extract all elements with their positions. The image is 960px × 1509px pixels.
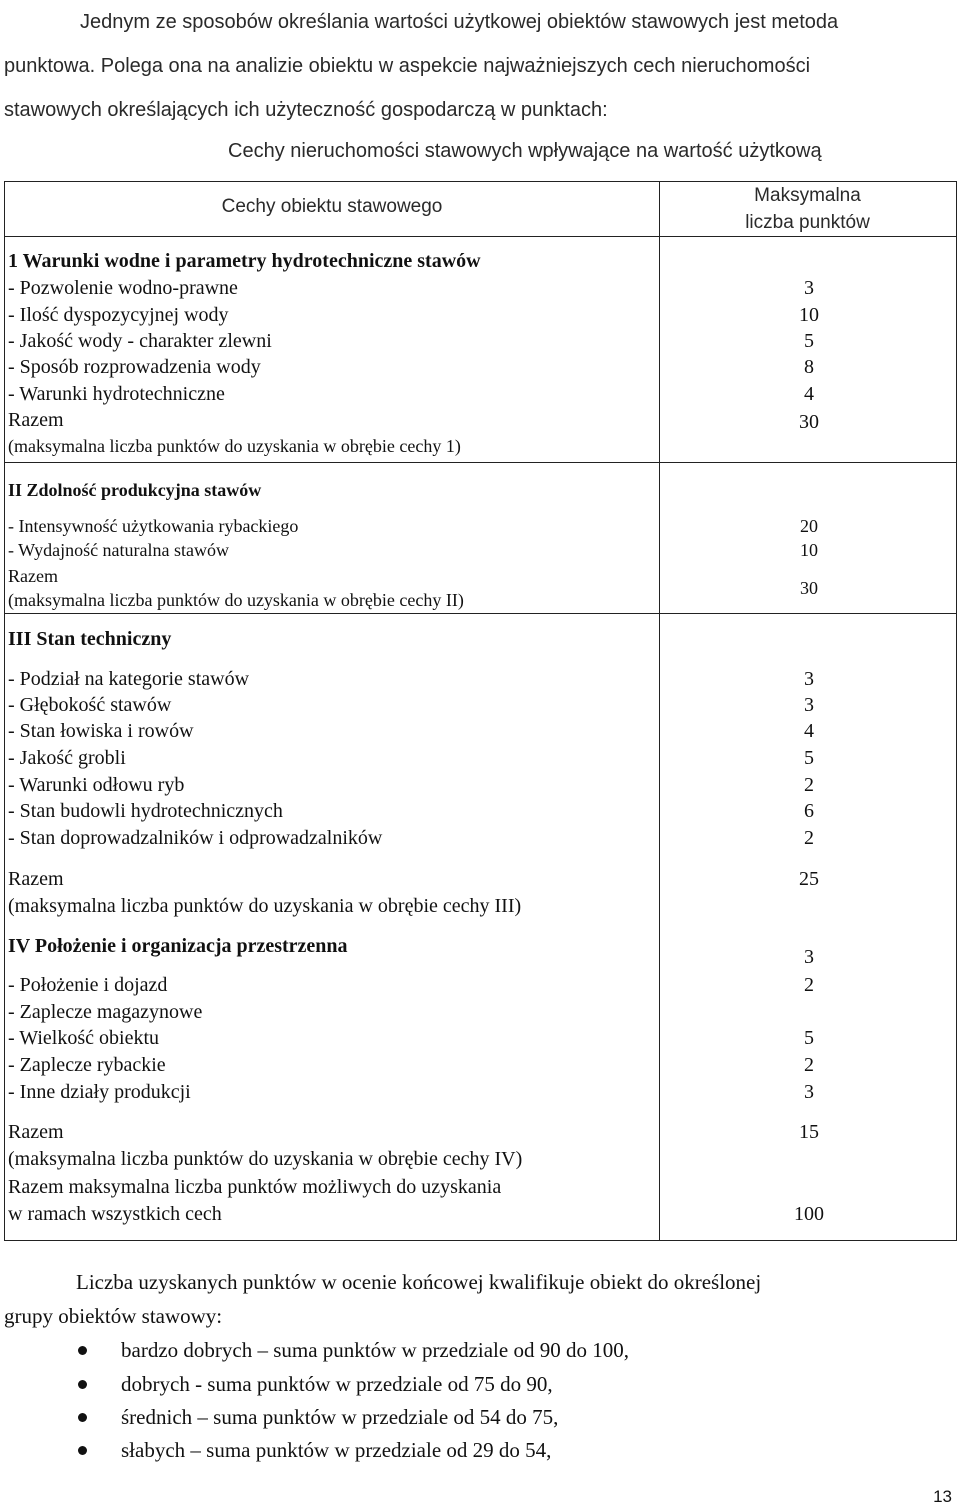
points-table xyxy=(4,181,957,1241)
section-3-item: - Stan budowli hydrotechnicznych xyxy=(8,800,283,822)
header-max-points-line-1: Maksymalna xyxy=(754,185,861,206)
section-2-item: - Intensywność użytkowania rybackiego xyxy=(8,516,299,536)
section-3-item: - Głębokość stawów xyxy=(8,694,172,716)
section-4-item-points: 5 xyxy=(804,1027,814,1049)
section-4-total-points: 15 xyxy=(799,1121,819,1143)
section-4-total-label: Razem xyxy=(8,1121,64,1143)
header-max-points xyxy=(659,182,956,236)
table-caption: Cechy nieruchomości stawowych wpływające na wartość użytkową xyxy=(228,140,822,162)
section-3-total-points: 25 xyxy=(799,868,819,890)
section-1-total-points: 30 xyxy=(799,411,819,433)
grand-total-points: 100 xyxy=(794,1203,824,1225)
page-number: 13 xyxy=(933,1487,952,1506)
column-divider xyxy=(659,182,660,1240)
intro-line-2: punktowa. Polega ona na analizie obiektu w aspekcie najważniejszych cech nieruchomości xyxy=(4,55,811,77)
section-4-total-note: (maksymalna liczba punktów do uzyskania w obrębie cechy IV) xyxy=(8,1148,523,1170)
section-2-divider xyxy=(5,613,956,614)
section-4-item: - Zaplecze magazynowe xyxy=(8,1001,203,1023)
section-3-total-label: Razem xyxy=(8,868,64,890)
section-3-item: - Jakość grobli xyxy=(8,747,126,769)
bullet-icon xyxy=(78,1413,87,1422)
group-text: słabych – suma punktów w przedziale od 29 do 54, xyxy=(121,1438,552,1462)
section-4-item-points: 3 xyxy=(804,1081,814,1103)
group-text: dobrych - suma punktów w przedziale od 75 do 90, xyxy=(121,1372,553,1396)
section-1-title: 1 Warunki wodne i parametry hydrotechniczne stawów xyxy=(8,250,481,272)
section-3-item: - Podział na kategorie stawów xyxy=(8,668,250,690)
section-4-item: - Inne działy produkcji xyxy=(8,1081,191,1103)
section-3-item-points: 4 xyxy=(804,720,814,742)
section-1-item-points: 4 xyxy=(804,383,814,405)
section-1-item: - Jakość wody - charakter zlewni xyxy=(8,330,272,352)
section-1-item-points: 10 xyxy=(799,304,819,326)
section-3-total-note: (maksymalna liczba punktów do uzyskania w obrębie cechy III) xyxy=(8,895,522,917)
section-1-item: - Warunki hydrotechniczne xyxy=(8,383,225,405)
section-3-item-points: 6 xyxy=(804,800,814,822)
section-1-item-points: 8 xyxy=(804,356,814,378)
bullet-icon xyxy=(78,1380,87,1389)
section-2-item-points: 10 xyxy=(800,540,818,560)
section-4-item: - Położenie i dojazd xyxy=(8,974,168,996)
section-3-item-points: 2 xyxy=(804,827,814,849)
section-1-item: - Ilość dyspozycyjnej wody xyxy=(8,304,229,326)
section-2-item-points: 20 xyxy=(800,516,818,536)
section-2-item: - Wydajność naturalna stawów xyxy=(8,540,230,560)
header-features: Cechy obiektu stawowego xyxy=(221,196,443,217)
intro-line-3: stawowych określających ich użyteczność gospodarczą w punktach: xyxy=(4,99,608,121)
section-4-item: - Wielkość obiektu xyxy=(8,1027,160,1049)
section-4-item: - Zaplecze rybackie xyxy=(8,1054,166,1076)
section-1-total-note: (maksymalna liczba punktów do uzyskania w obrębie cechy 1) xyxy=(8,436,461,456)
bullet-icon xyxy=(78,1446,87,1455)
section-1-item-points: 3 xyxy=(804,277,814,299)
section-3-item-points: 5 xyxy=(804,747,814,769)
section-3-item-points: 3 xyxy=(804,694,814,716)
section-4-item-points: 2 xyxy=(804,1054,814,1076)
section-1-item-points: 5 xyxy=(804,330,814,352)
conclusion-line-2: grupy obiektów stawowy: xyxy=(4,1304,223,1328)
conclusion-paragraph xyxy=(4,1265,956,1333)
section-3-item: - Warunki odłowu ryb xyxy=(8,774,185,796)
section-1-divider xyxy=(5,462,956,463)
section-2-total-points: 30 xyxy=(800,578,818,598)
section-1-item: - Sposób rozprowadzenia wody xyxy=(8,356,261,378)
conclusion-line-1: Liczba uzyskanych punktów w ocenie końcowej kwalifikuje obiekt do określonej xyxy=(76,1270,762,1294)
header-divider xyxy=(5,236,956,237)
section-3-item-points: 2 xyxy=(804,774,814,796)
section-3-item: - Stan łowiska i rowów xyxy=(8,720,194,742)
section-1-total-label: Razem xyxy=(8,409,64,431)
group-text: bardzo dobrych – suma punktów w przedziale od 90 do 100, xyxy=(121,1338,629,1362)
section-2-total-note: (maksymalna liczba punktów do uzyskania w obrębie cechy II) xyxy=(8,590,464,610)
bullet-icon xyxy=(78,1346,87,1355)
section-4-item-points: 3 xyxy=(804,946,814,968)
section-4-item-points: 2 xyxy=(804,974,814,996)
section-4-title: IV Położenie i organizacja przestrzenna xyxy=(8,935,348,957)
section-2-title: II Zdolność produkcyjna stawów xyxy=(8,480,262,500)
intro-paragraph xyxy=(4,0,956,132)
section-3-title: III Stan techniczny xyxy=(8,628,172,650)
section-3-item: - Stan doprowadzalników i odprowadzalników xyxy=(8,827,383,849)
section-3-item-points: 3 xyxy=(804,668,814,690)
group-text: średnich – suma punktów w przedziale od 54 do 75, xyxy=(121,1405,559,1429)
section-2-total-label: Razem xyxy=(8,566,58,586)
intro-line-1: Jednym ze sposobów określania wartości użytkowej obiektów stawowych jest metoda xyxy=(80,11,839,33)
grand-total-label-line-2: w ramach wszystkich cech xyxy=(8,1203,222,1225)
grand-total-label: Razem maksymalna liczba punktów możliwych do uzyskania xyxy=(8,1176,502,1198)
header-max-points-line-2: liczba punktów xyxy=(745,212,870,233)
section-1-item: - Pozwolenie wodno-prawne xyxy=(8,277,238,299)
